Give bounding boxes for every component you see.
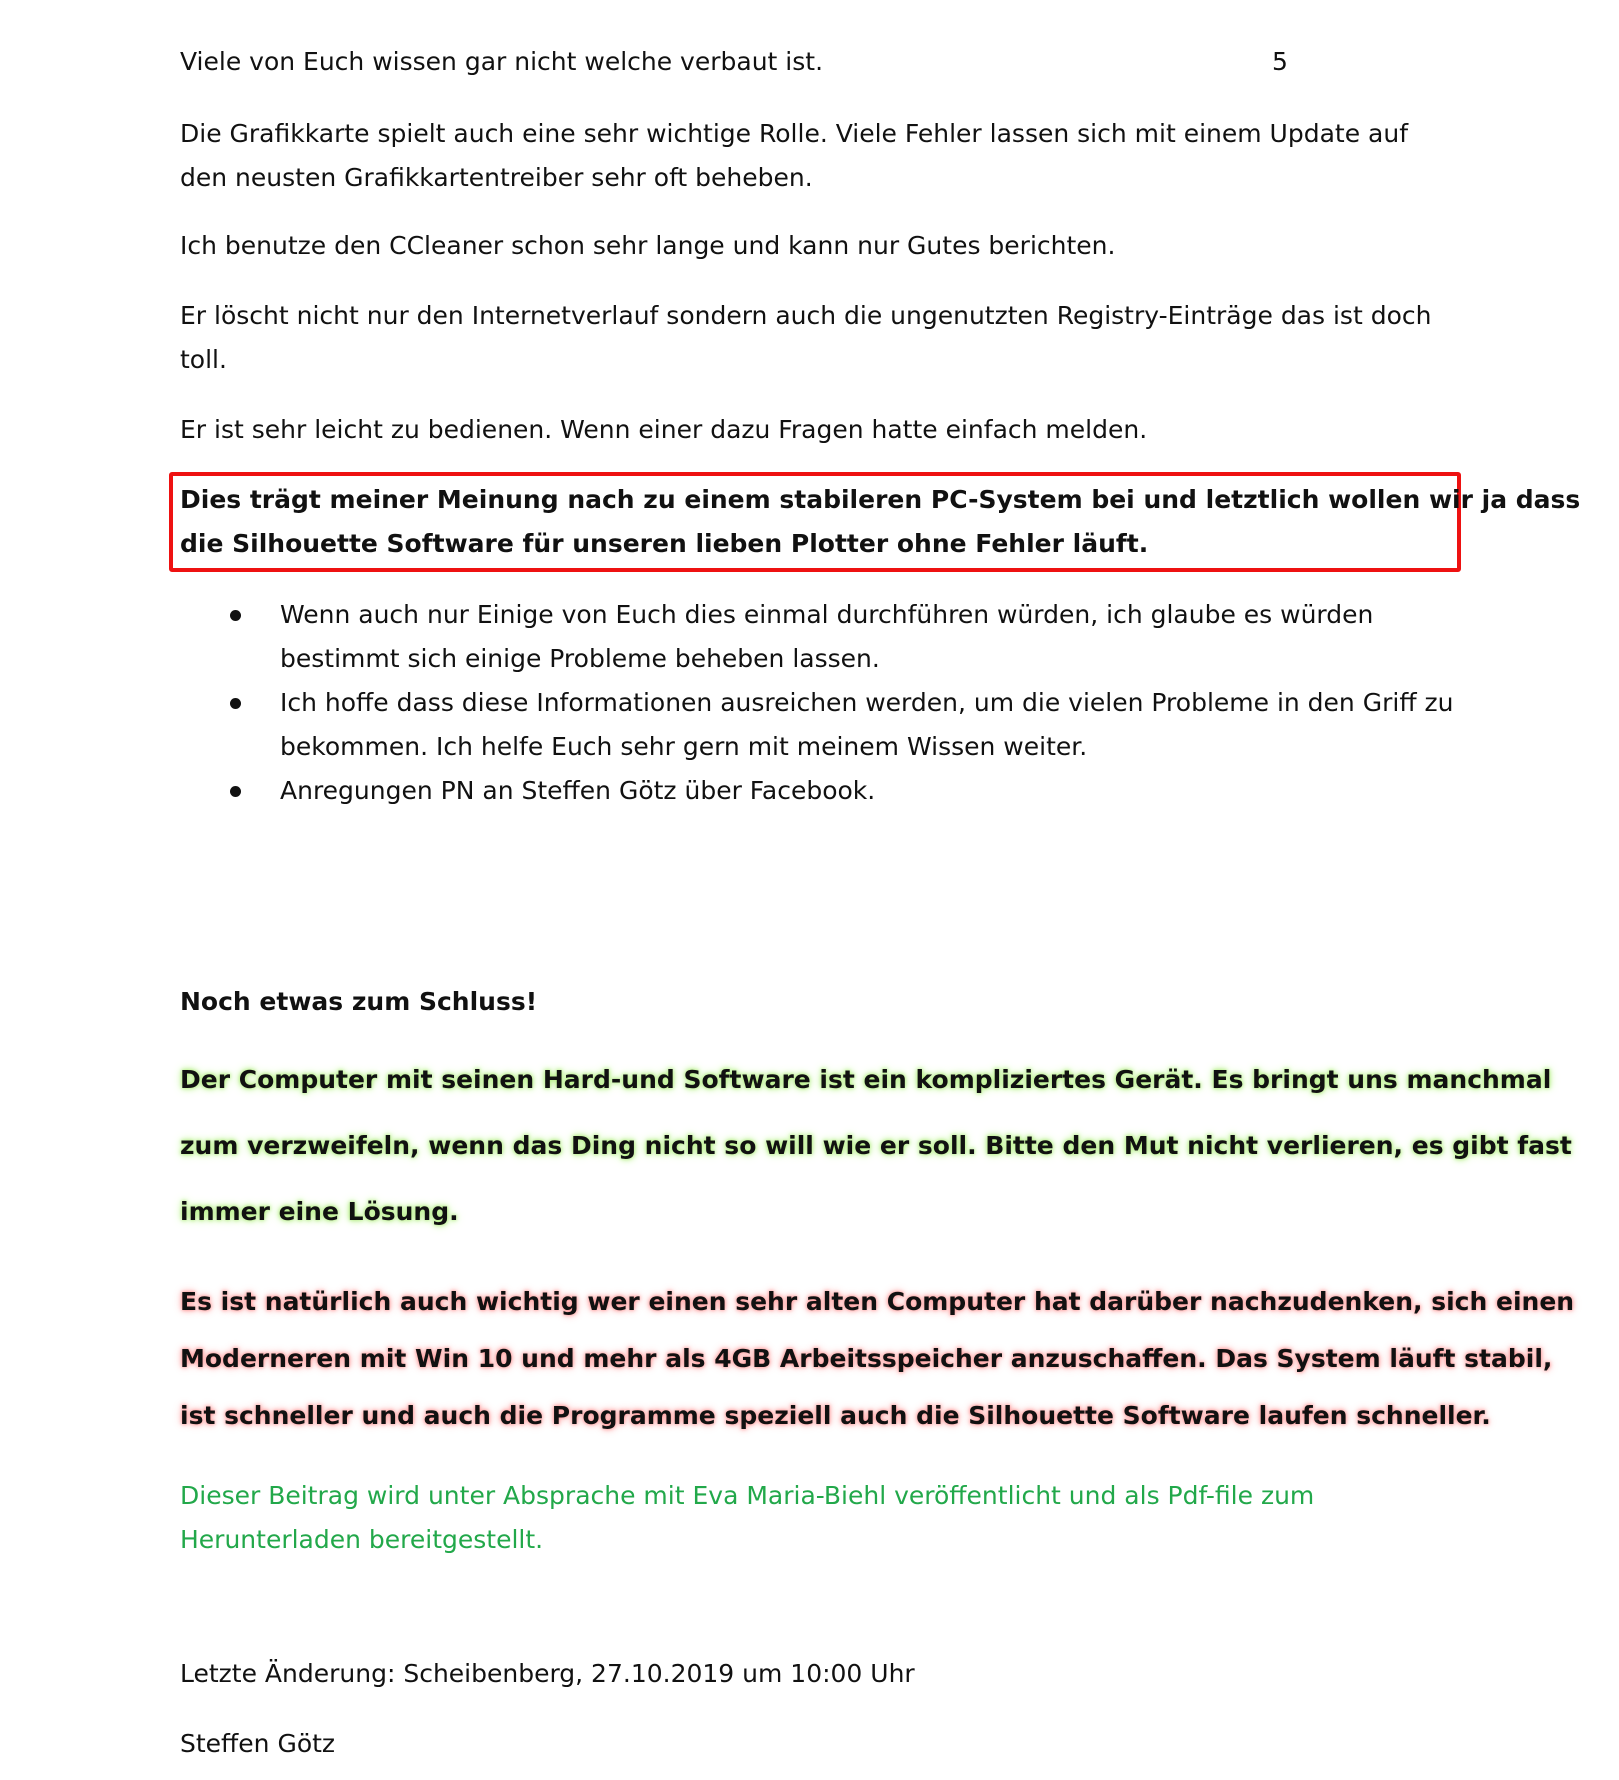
list-item-text: Anregungen PN an Steffen Götz über Facebook.: [280, 776, 876, 805]
green-highlight-line1: Der Computer mit seinen Hard-und Software ist ein kompliziertes Gerät. Es bringt uns manchmal: [180, 1065, 1552, 1094]
bullet-dot-icon: [230, 786, 241, 797]
green-highlight-line3: immer eine Lösung.: [180, 1197, 459, 1226]
closing-heading: Noch etwas zum Schluss!: [180, 987, 538, 1016]
list-item: [180, 593, 1460, 681]
green-highlight-line2: zum verzweifeln, wenn das Ding nicht so will wie er soll. Bitte den Mut nicht verlieren, es gibt fast: [180, 1131, 1572, 1160]
red-highlight-line1: Es ist natürlich auch wichtig wer einen sehr alten Computer hat darüber nachzudenken, sich einen: [180, 1287, 1575, 1316]
paragraph-graphics-line2: den neusten Grafikkartentreiber sehr oft beheben.: [180, 163, 813, 192]
author-name: Steffen Götz: [180, 1729, 336, 1758]
bullet-dot-icon: [230, 698, 241, 709]
paragraph-easy-use: Er ist sehr leicht zu bedienen. Wenn einer dazu Fragen hatte einfach melden.: [180, 415, 1148, 444]
paragraph-graphics-intro: Viele von Euch wissen gar nicht welche verbaut ist.: [180, 47, 824, 76]
page-number: 5: [1272, 47, 1288, 76]
list-item-text: Ich hoffe dass diese Informationen ausreichen werden, um die vielen Probleme in den Griff zu bekommen. Ich helfe Euch sehr gern mit meinem Wissen weiter.: [280, 688, 1454, 761]
highlight-text-line1: Dies trägt meiner Meinung nach zu einem stabileren PC-System bei und letztlich wollen wir ja dass: [180, 485, 1581, 514]
publication-note-line1: Dieser Beitrag wird unter Absprache mit Eva Maria-Biehl veröffentlicht und als Pdf-file zum: [180, 1481, 1315, 1510]
bullet-list: [180, 593, 1460, 813]
paragraph-registry-line1: Er löscht nicht nur den Internetverlauf sondern auch die ungenutzten Registry-Einträge das ist doch: [180, 301, 1432, 330]
red-highlight-line2: Moderneren mit Win 10 und mehr als 4GB Arbeitsspeicher anzuschaffen. Das System läuft stabil,: [180, 1344, 1553, 1373]
paragraph-registry-line2: toll.: [180, 345, 227, 374]
last-change: Letzte Änderung: Scheibenberg, 27.10.2019 um 10:00 Uhr: [180, 1659, 915, 1688]
paragraph-graphics-line1: Die Grafikkarte spielt auch eine sehr wichtige Rolle. Viele Fehler lassen sich mit einem Update auf: [180, 119, 1409, 148]
highlight-text-line2: die Silhouette Software für unseren lieben Plotter ohne Fehler läuft.: [180, 529, 1149, 558]
list-item: [180, 769, 1460, 813]
red-highlight-line3: ist schneller und auch die Programme speziell auch die Silhouette Software laufen schneller.: [180, 1401, 1491, 1430]
paragraph-ccleaner: Ich benutze den CCleaner schon sehr lange und kann nur Gutes berichten.: [180, 231, 1116, 260]
bullet-dot-icon: [230, 610, 241, 621]
list-item: [180, 681, 1460, 769]
list-item-text: Wenn auch nur Einige von Euch dies einmal durchführen würden, ich glaube es würden bestimmt sich einige Probleme beheben lassen.: [280, 600, 1374, 673]
publication-note-line2: Herunterladen bereitgestellt.: [180, 1525, 544, 1554]
